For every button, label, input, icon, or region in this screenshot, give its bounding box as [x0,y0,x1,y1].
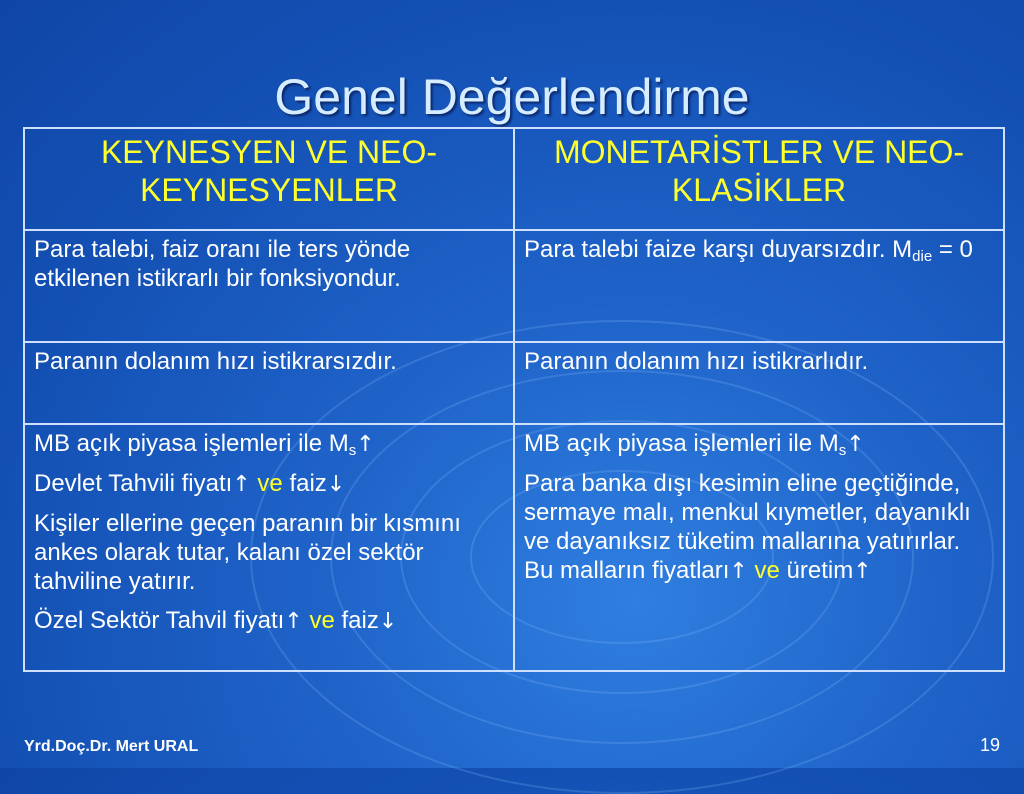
cell-money-demand-monetarist [514,230,1004,342]
header-monetaristler: MONETARİSTLER VE NEO-KLASİKLER [514,128,1004,230]
cell-transmission-keynes [24,424,514,671]
page-number: 19 [979,735,1000,755]
cell-velocity-monetarist [514,342,1004,424]
highlight-word: ve [309,607,335,634]
cell-text: = 0 [932,236,973,263]
cell-text: Özel Sektör Tahvil fiyatı [34,607,285,634]
cell-text: Paranın dolanım hızı istikrarsızdır. [34,348,397,375]
table-row [24,342,1004,424]
cell-text: Para talebi, faiz oranı ile ters yönde etkilenen istikrarlı bir fonksiyondur. [34,236,411,292]
arrow-down-icon: ↓ [378,609,398,634]
comparison-table [23,127,1005,672]
cell-text: faiz [341,607,379,634]
cell-text: MB açık piyasa işlemleri ile M [524,430,839,457]
highlight-word: ve [257,470,283,497]
cell-text: Devlet Tahvili fiyatı [34,470,233,497]
arrow-up-icon: ↑ [232,472,251,497]
slide-title: Genel Değerlendirme [274,69,750,125]
cell-velocity-keynes [24,342,514,424]
paragraph [34,509,504,596]
cell-money-demand-keynes [24,230,514,342]
arrow-up-icon: ↑ [729,559,748,584]
cell-text: Kişiler ellerine geçen paranın bir kısmını ankes olarak tutar, kalanı özel sektör tahviline yatırır. [34,510,461,595]
subscript: s [348,442,357,459]
paragraph [34,429,504,459]
subscript: die [912,248,933,265]
subscript: s [838,442,847,459]
arrow-down-icon: ↓ [326,472,346,497]
cell-text: MB açık piyasa işlemleri ile M [34,430,349,457]
paragraph [34,606,504,636]
cell-text: faiz [289,470,327,497]
cell-text: üretim [786,557,854,584]
header-keynesyen: KEYNESYEN VE NEO-KEYNESYENLER [24,128,514,230]
cell-text: Paranın dolanım hızı istikrarlıdır. [524,348,869,375]
footer-author: Yrd.Doç.Dr. Mert URAL [24,738,199,755]
paragraph [34,469,504,499]
highlight-word: ve [754,557,780,584]
table-header-row [24,128,1004,230]
cell-text: Para banka dışı kesimin eline geçtiğinde, sermaye malı, menkul kıymetler, dayanıklı ve dayanıksız tüketim mallarına yatırırlar. Bu malların fiyatları [524,470,971,584]
arrow-up-icon: ↑ [284,609,303,634]
arrow-up-icon: ↑ [356,432,375,457]
table-row [24,424,1004,671]
arrow-up-icon: ↑ [846,432,865,457]
arrow-up-icon: ↑ [853,559,872,584]
cell-text: Para talebi faize karşı duyarsızdır. M [524,236,913,263]
cell-transmission-monetarist [514,424,1004,671]
paragraph [524,469,994,586]
table-row [24,230,1004,342]
paragraph [524,429,994,459]
